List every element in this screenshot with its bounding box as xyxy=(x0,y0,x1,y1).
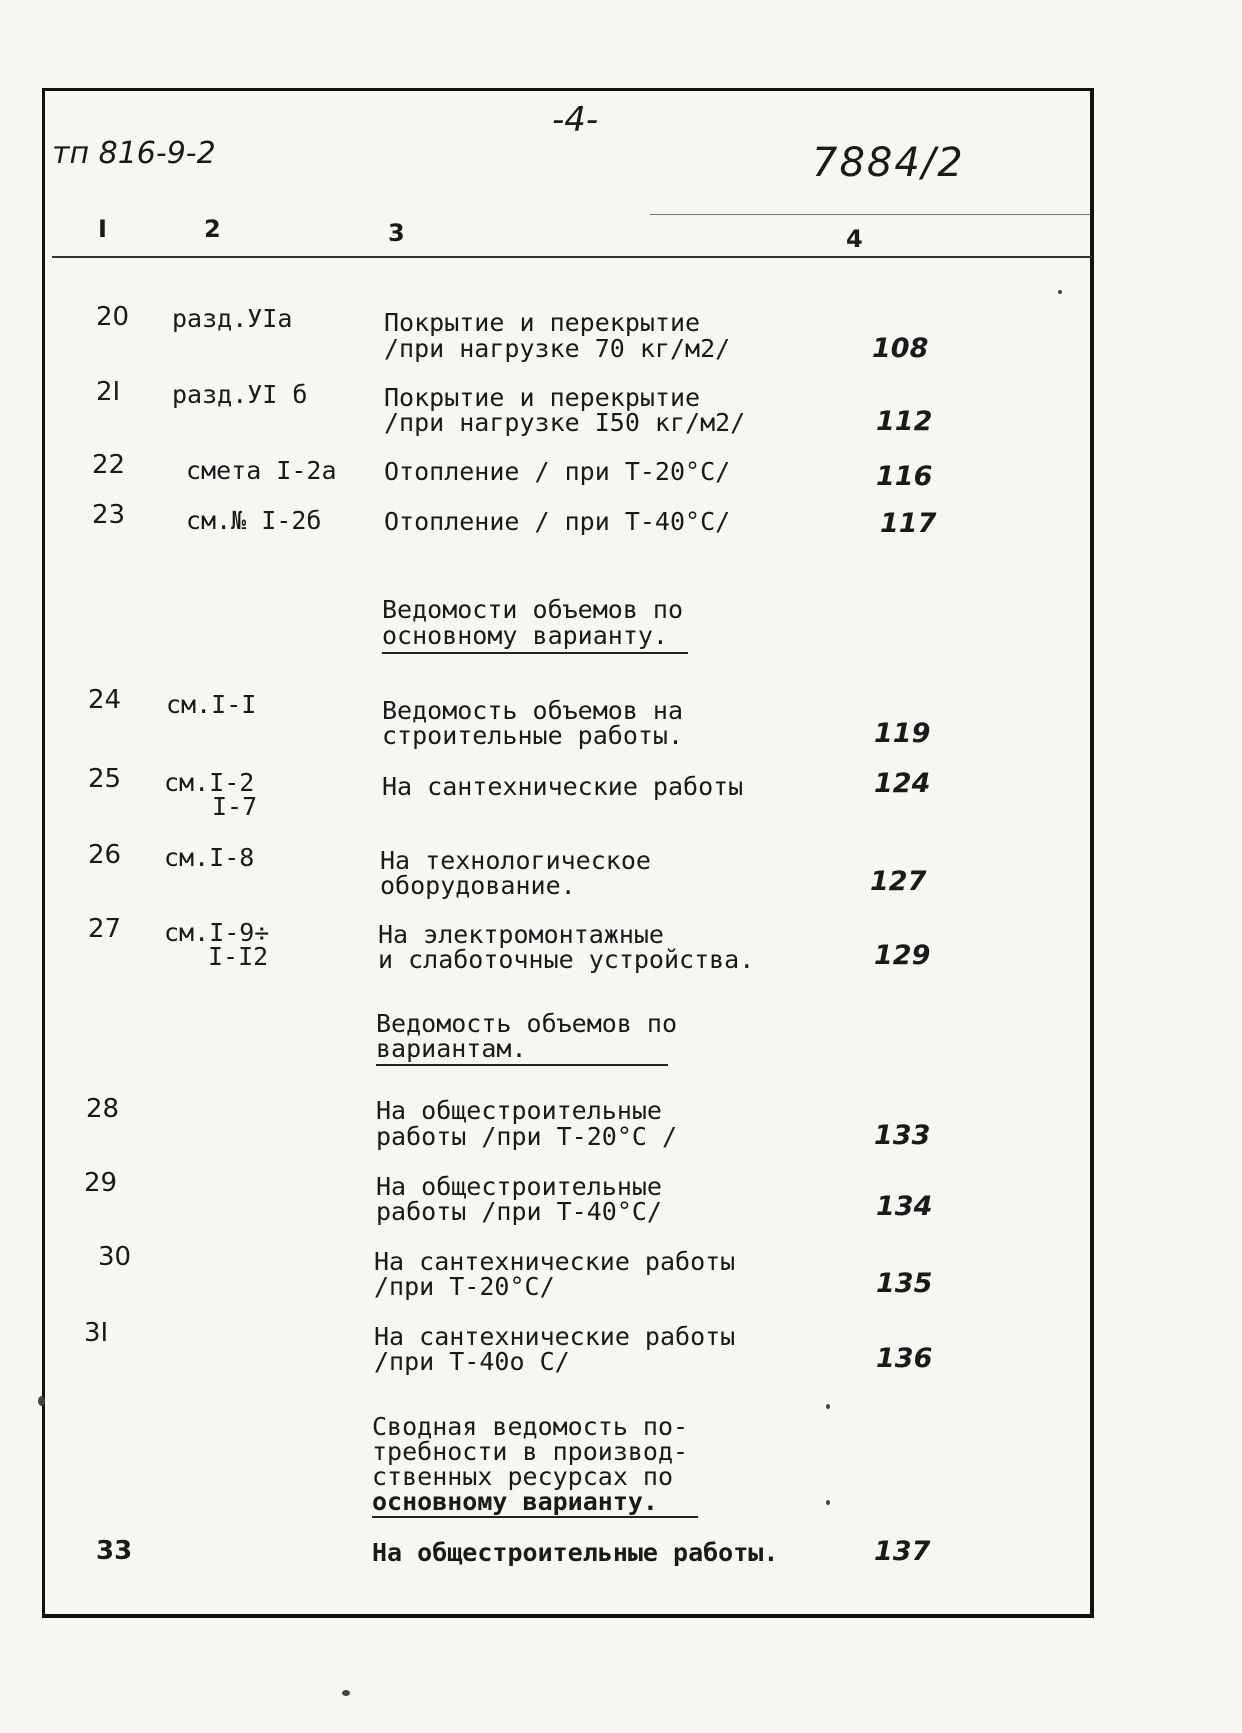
row-description-line: На сантехнические работы xyxy=(374,1322,736,1351)
row-description-line: /при Т-20°С/ xyxy=(374,1272,555,1301)
row-description-line: работы /при Т-40°С/ xyxy=(376,1197,662,1226)
row-page: 129 xyxy=(874,940,931,971)
row-description-line: /при Т-40о С/ xyxy=(374,1347,570,1376)
row-description-line: оборудование. xyxy=(380,871,576,900)
row-page: 134 xyxy=(876,1191,933,1222)
section-heading-line: основному варианту. xyxy=(372,1487,658,1516)
row-reference: см.I-8 xyxy=(164,843,255,872)
row-reference: разд.УI б xyxy=(172,380,308,409)
section-heading-line: Ведомости объемов по xyxy=(382,595,684,624)
section-heading-line: ственных ресурсах по xyxy=(372,1462,674,1491)
column-header-1: I xyxy=(98,215,107,243)
row-page: 133 xyxy=(874,1120,931,1151)
row-description-line: На технологическое xyxy=(380,846,651,875)
scan-speck xyxy=(826,1404,830,1409)
row-description-line: Отопление / при Т-40°С/ xyxy=(384,507,731,536)
row-number: 24 xyxy=(88,685,122,715)
row-number: 30 xyxy=(98,1242,132,1272)
row-description-line: /при нагрузке I50 кг/м2/ xyxy=(384,408,746,437)
scan-speck xyxy=(38,1396,45,1406)
section-heading-line: основному варианту. xyxy=(382,621,668,650)
column-header-3: 3 xyxy=(388,219,405,247)
sheet-number: 7884/2 xyxy=(812,140,965,186)
row-reference: см.I-2 xyxy=(164,768,255,797)
row-description-line: Ведомость объемов на xyxy=(382,696,684,725)
row-reference: см.I-9÷ xyxy=(164,918,270,947)
section-underline xyxy=(376,1064,668,1066)
row-number: 20 xyxy=(96,302,130,332)
row-description-line: На сантехнические работы xyxy=(382,772,744,801)
row-description-line: На электромонтажные xyxy=(378,920,664,949)
row-number: 26 xyxy=(88,840,122,870)
page-marker: -4- xyxy=(552,100,599,140)
section-heading-line: Ведомость объемов по xyxy=(376,1009,678,1038)
row-description-line: работы /при Т-20°С / xyxy=(376,1122,678,1151)
row-page: 112 xyxy=(876,406,933,437)
scan-speck xyxy=(1058,290,1062,294)
header-rule-bottom xyxy=(52,256,1092,258)
column-header-4: 4 xyxy=(846,225,863,253)
row-page: 137 xyxy=(874,1536,931,1567)
column-header-2: 2 xyxy=(204,215,221,243)
row-reference: смета I-2а xyxy=(186,456,337,485)
row-description-line: На сантехнические работы xyxy=(374,1247,736,1276)
row-description-line: строительные работы. xyxy=(382,721,684,750)
row-description-line: Покрытие и перекрытие xyxy=(384,308,701,337)
row-reference-sub: I-I2 xyxy=(208,942,269,971)
row-reference: см.№ I-2б xyxy=(186,506,322,535)
section-heading-line: вариантам. xyxy=(376,1034,527,1063)
row-description-line: Покрытие и перекрытие xyxy=(384,383,701,412)
row-description-line: и слаботочные устройства. xyxy=(378,945,755,974)
row-number: 25 xyxy=(88,764,122,794)
row-description-line: /при нагрузке 70 кг/м2/ xyxy=(384,334,731,363)
section-heading-line: Сводная ведомость по- xyxy=(372,1412,689,1441)
row-number: 3I xyxy=(84,1318,109,1348)
row-description-line: На общестроительные работы. xyxy=(372,1538,779,1567)
scan-speck xyxy=(342,1690,350,1696)
row-page: 119 xyxy=(874,718,931,749)
row-number: 33 xyxy=(96,1536,133,1566)
row-number: 22 xyxy=(92,450,126,480)
row-number: 2I xyxy=(96,377,121,407)
row-number: 27 xyxy=(88,914,122,944)
row-number: 23 xyxy=(92,500,126,530)
row-number: 29 xyxy=(84,1168,118,1198)
row-reference-sub: I-7 xyxy=(212,792,258,821)
row-page: 127 xyxy=(870,866,927,897)
row-page: 135 xyxy=(876,1268,933,1299)
row-page: 124 xyxy=(874,768,931,799)
row-number: 28 xyxy=(86,1094,120,1124)
document-code: тп 816-9-2 xyxy=(52,136,216,171)
row-page: 108 xyxy=(872,333,929,364)
row-page: 136 xyxy=(876,1343,933,1374)
row-description-line: На общестроительные xyxy=(376,1096,662,1125)
row-page: 117 xyxy=(880,508,937,539)
header-rule-top xyxy=(650,214,1090,215)
row-description-line: На общестроительные xyxy=(376,1172,662,1201)
section-underline xyxy=(372,1516,698,1518)
row-page: 116 xyxy=(876,461,933,492)
scan-speck xyxy=(826,1500,830,1505)
row-description-line: Отопление / при Т-20°С/ xyxy=(384,457,731,486)
row-reference: разд.УIа xyxy=(172,304,293,333)
section-heading-line: требности в производ- xyxy=(372,1437,689,1466)
row-reference: см.I-I xyxy=(166,690,257,719)
section-underline xyxy=(382,652,688,654)
